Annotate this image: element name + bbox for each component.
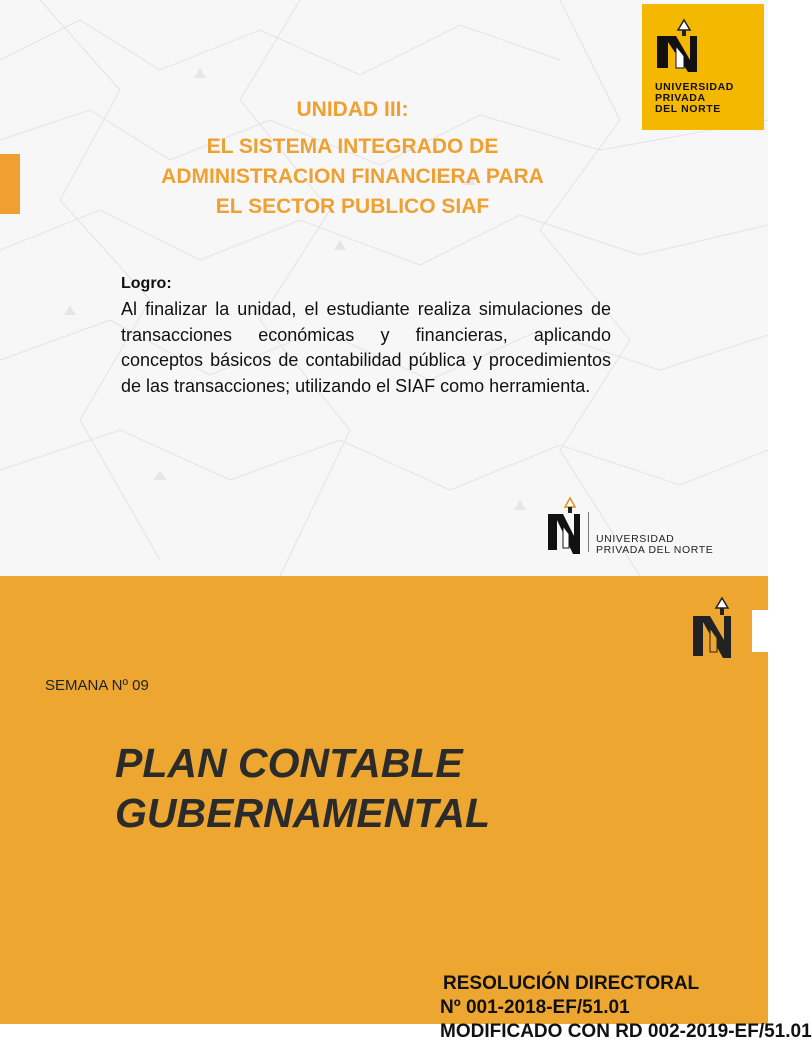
- week-label: SEMANA Nº 09: [45, 677, 149, 694]
- footer-logo: [546, 498, 721, 560]
- upn-logo-icon-slide2: [690, 598, 734, 660]
- plan-title: [115, 738, 490, 838]
- upn-logo-icon: [654, 20, 700, 74]
- logo-brand-line: PRIVADA: [655, 92, 706, 104]
- upn-logo-icon-small: [546, 498, 582, 556]
- title-line: EL SECTOR PUBLICO SIAF: [215, 195, 490, 218]
- upn-logo-box: [642, 4, 764, 130]
- logro-label: Logro:: [121, 275, 172, 292]
- resolution-text: [440, 972, 812, 1044]
- orange-accent-tab: [0, 154, 20, 214]
- slide-2: [0, 576, 812, 1042]
- slide-title: [100, 96, 605, 222]
- footer-brand-line: PRIVADA DEL NORTE: [596, 544, 714, 556]
- logo-brand-text: [655, 82, 734, 115]
- plan-title-line: GUBERNAMENTAL: [115, 790, 491, 836]
- logo-brand-line: DEL NORTE: [655, 103, 721, 115]
- plan-title-line: PLAN CONTABLE: [115, 740, 463, 786]
- logo-divider: [588, 512, 589, 552]
- footer-brand-line: UNIVERSIDAD: [596, 533, 675, 545]
- logro-paragraph: Al finalizar la unidad, el estudiante realiza simulaciones de transacciones económicas y financieras, aplicando conceptos básicos de contabilidad pública y procedimientos de las transacciones; utilizando el SIAF como herramienta.: [121, 299, 611, 397]
- resolution-line: RESOLUCIÓN DIRECTORAL: [443, 973, 700, 994]
- footer-brand-text: [596, 534, 713, 556]
- main-title: [100, 132, 605, 222]
- title-line: ADMINISTRACION FINANCIERA PARA: [161, 165, 544, 188]
- title-line: EL SISTEMA INTEGRADO DE: [206, 135, 499, 158]
- resolution-line: Nº 001-2018-EF/51.01: [440, 997, 630, 1018]
- resolution-line: MODIFICADO CON RD 002-2019-EF/51.01: [440, 1021, 812, 1042]
- unit-title: UNIDAD III:: [296, 98, 409, 121]
- logo-brand-line: UNIVERSIDAD: [655, 81, 734, 93]
- white-accent-tab: [752, 610, 768, 652]
